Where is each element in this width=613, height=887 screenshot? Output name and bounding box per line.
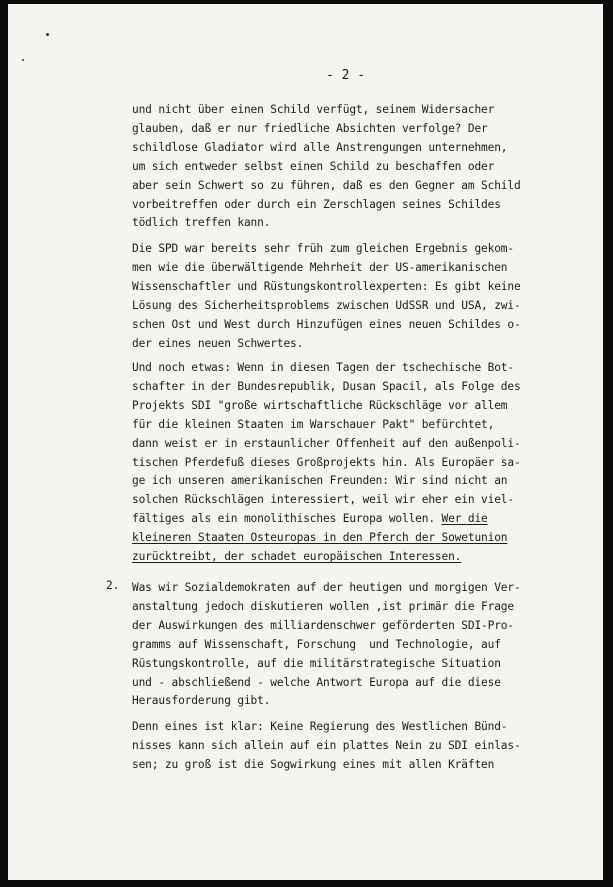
text-line: Lösung des Sicherheitsproblems zwischen UdSSR und USA, zwi-: [132, 298, 521, 312]
list-number: 2.: [106, 579, 120, 592]
text-line: Und noch etwas: Wenn in diesen Tagen der tschechische Bot-: [132, 361, 514, 374]
text-line: Die SPD war bereits sehr früh zum gleichen Ergebnis gekom-: [132, 242, 514, 255]
text-line: gramms auf Wissenschaft, Forschung und Technologie, auf: [132, 637, 501, 651]
document-page: [8, 4, 603, 880]
text-line: Denn eines ist klar: Keine Regierung des Westlichen Bünd-: [132, 720, 508, 733]
text-line: schafter in der Bundesrepublik, Dusan Spacil, als Folge des: [132, 379, 521, 393]
text-line: Rüstungskontrolle, auf die militärstrategische Situation: [132, 656, 501, 670]
text-line: schildlose Gladiator wird alle Anstrengungen unternehmen,: [132, 140, 508, 154]
text-line: dann weist er in erstaunlicher Offenheit auf den außenpoli-: [132, 436, 521, 450]
text-line: Was wir Sozialdemokraten auf der heutigen und morgigen Ver-: [132, 581, 521, 594]
text-line: Wissenschaftler und Rüstungskontrollexperten: Es gibt keine: [132, 279, 521, 293]
text-line: [132, 510, 521, 529]
text-line: der Auswirkungen des milliardenschwer geförderten SDI-Pro-: [132, 618, 514, 632]
text-line: sen; zu groß ist die Sogwirkung eines mit allen Kräften: [132, 757, 495, 771]
text-line: und nicht über einen Schild verfügt, seinem Widersacher: [132, 103, 495, 116]
text-line: anstaltung jedoch diskutieren wollen ,ist primär die Frage: [132, 599, 514, 613]
text-line: um sich entweder selbst einen Schild zu beschaffen oder: [132, 159, 495, 173]
scan-speck: [22, 59, 24, 61]
paragraph-1: [132, 101, 521, 233]
text-line: nisses kann sich allein auf ein plattes Nein zu SDI einlas-: [132, 738, 521, 752]
text-line: für die kleinen Staaten im Warschauer Pakt" befürchtet,: [132, 417, 495, 431]
paragraph-5: [132, 718, 521, 775]
page-number: - 2 -: [326, 68, 366, 83]
text-line: solchen Rückschlägen interessiert, weil wir eher ein viel-: [132, 493, 514, 507]
text-line: ge ich unseren amerikanischen Freunden: Wir sind nicht an: [132, 474, 508, 488]
text-line: Projekts SDI "große wirtschaftliche Rückschläge vor allem: [132, 398, 508, 412]
text-line: aber sein Schwert so zu führen, daß es den Gegner am Schild: [132, 178, 521, 192]
text-line: der eines neuen Schwertes.: [132, 336, 304, 350]
text-line: tischen Pferdefuß dieses Großprojekts hin. Als Europäer sa-: [132, 455, 521, 469]
scan-speck: [46, 33, 49, 36]
text-line: schen Ost und West durch Hinzufügen eines neuen Schildes o-: [132, 317, 521, 331]
underlined-text: Wer die: [441, 512, 488, 526]
text-line: und - abschließend - welche Antwort Europa auf die diese: [132, 675, 501, 689]
text-line: vorbeitreffen oder durch ein Zerschlagen seines Schildes: [132, 197, 501, 211]
paragraph-4: [132, 579, 521, 711]
underlined-text-line: zurücktreibt, der schadet europäischen Interessen.: [132, 550, 462, 564]
text-line: men wie die überwältigende Mehrheit der US-amerikanischen: [132, 260, 508, 274]
paragraph-2: [132, 240, 521, 353]
underlined-text-line: kleineren Staaten Osteuropas in den Pferch der Sowetunion: [132, 531, 508, 545]
paragraph-3: [132, 359, 521, 567]
text-line: Herausforderung gibt.: [132, 694, 271, 708]
text-line: glauben, daß er nur friedliche Absichten verfolge? Der: [132, 121, 488, 135]
text-segment: fältiges als ein monolithisches Europa wollen.: [132, 512, 442, 526]
text-line: tödlich treffen kann.: [132, 216, 271, 230]
